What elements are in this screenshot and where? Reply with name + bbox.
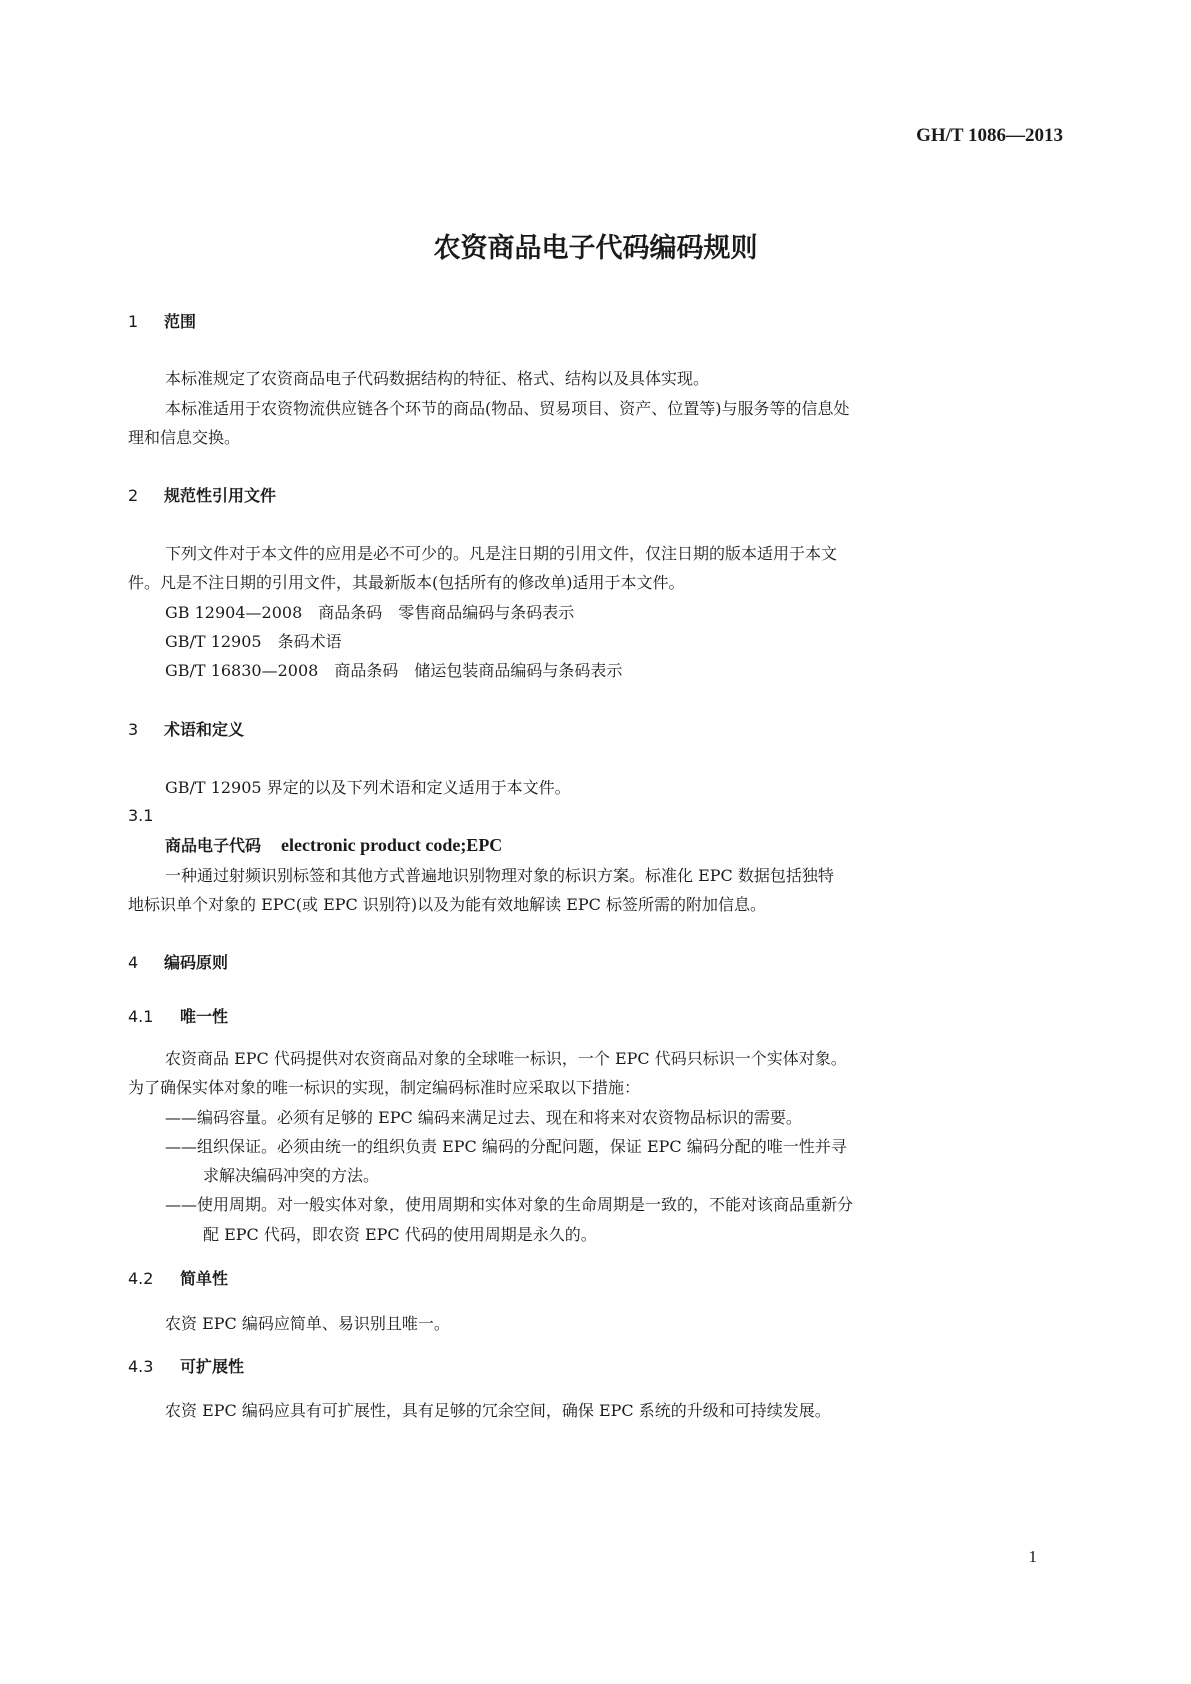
paragraph: 农资 EPC 编码应简单、易识别且唯一。 — [165, 1314, 450, 1333]
section-title: 编码原则 — [164, 953, 229, 972]
reference-name: 商品条码 零售商品编码与条码表示 — [318, 603, 575, 622]
section-number: 3 — [128, 720, 139, 739]
subsection-number: 4.1 — [128, 1007, 154, 1026]
list-item: ——编码容量。必须有足够的 EPC 编码来满足过去、现在和将来对农资物品标识的需要。 — [165, 1108, 802, 1127]
paragraph: 理和信息交换。 — [128, 428, 241, 447]
subsection-number: 4.3 — [128, 1357, 154, 1376]
section-title: 规范性引用文件 — [164, 486, 277, 505]
section-number: 1 — [128, 312, 139, 331]
reference-code: GB/T 16830—2008 — [165, 661, 319, 680]
subsection-title: 简单性 — [180, 1269, 229, 1288]
reference-code: GB 12904—2008 — [165, 603, 303, 622]
paragraph: GB/T 12905 界定的以及下列术语和定义适用于本文件。 — [165, 778, 571, 797]
section-3-heading — [128, 717, 244, 740]
paragraph: 为了确保实体对象的唯一标识的实现，制定编码标准时应采取以下措施： — [128, 1078, 641, 1097]
paragraph: 本标准规定了农资商品电子代码数据结构的特征、格式、结构以及具体实现。 — [165, 369, 710, 388]
reference-name: 商品条码 储运包装商品编码与条码表示 — [334, 661, 623, 680]
list-item: ——组织保证。必须由统一的组织负责 EPC 编码的分配问题，保证 EPC 编码分配的唯一性并寻 — [165, 1137, 847, 1156]
section-1-heading — [128, 309, 196, 332]
paragraph: 下列文件对于本文件的应用是必不可少的。凡是注日期的引用文件，仅注日期的版本适用于本文 — [165, 544, 838, 563]
subsection-4-1-heading — [128, 1004, 228, 1027]
section-number: 2 — [128, 486, 139, 505]
term-english: electronic product code;EPC — [281, 835, 503, 855]
reference-item — [165, 629, 342, 652]
page-number: 1 — [1028, 1547, 1037, 1566]
term-chinese: 商品电子代码 — [165, 836, 262, 855]
subsection-4-2-heading — [128, 1266, 228, 1289]
term-entry — [165, 833, 502, 856]
definition: 一种通过射频识别标签和其他方式普遍地识别物理对象的标识方案。标准化 EPC 数据包括独特 — [165, 866, 834, 885]
section-2-heading — [128, 483, 276, 506]
definition: 地标识单个对象的 EPC(或 EPC 识别符)以及为能有效地解读 EPC 标签所需的附加信息。 — [128, 895, 766, 914]
standard-number: GH/T 1086—2013 — [916, 125, 1063, 146]
section-title: 术语和定义 — [164, 720, 245, 739]
subsection-4-3-heading — [128, 1354, 244, 1377]
subsection-title: 唯一性 — [180, 1007, 229, 1026]
reference-code: GB/T 12905 — [165, 632, 262, 651]
reference-name: 条码术语 — [277, 632, 342, 651]
reference-item — [165, 658, 622, 681]
paragraph: 农资 EPC 编码应具有可扩展性，具有足够的冗余空间，确保 EPC 系统的升级和可持续发展。 — [165, 1401, 831, 1420]
paragraph: 农资商品 EPC 代码提供对农资商品对象的全球唯一标识，一个 EPC 代码只标识一个实体对象。 — [165, 1049, 847, 1068]
subsection-number: 4.2 — [128, 1269, 154, 1288]
section-number: 4 — [128, 953, 139, 972]
section-title: 范围 — [164, 312, 197, 331]
section-4-heading — [128, 950, 228, 973]
list-item-continuation: 求解决编码冲突的方法。 — [203, 1166, 380, 1185]
document-title: 农资商品电子代码编码规则 — [433, 233, 758, 264]
term-number: 3.1 — [128, 806, 154, 825]
list-item: ——使用周期。对一般实体对象，使用周期和实体对象的生命周期是一致的，不能对该商品重新分 — [165, 1195, 854, 1214]
paragraph: 件。凡是不注日期的引用文件，其最新版本(包括所有的修改单)适用于本文件。 — [128, 573, 685, 592]
paragraph: 本标准适用于农资物流供应链各个环节的商品(物品、贸易项目、资产、位置等)与服务等的信息处 — [165, 399, 850, 418]
subsection-title: 可扩展性 — [180, 1357, 245, 1376]
reference-item — [165, 600, 574, 623]
list-item-continuation: 配 EPC 代码，即农资 EPC 代码的使用周期是永久的。 — [203, 1225, 597, 1244]
